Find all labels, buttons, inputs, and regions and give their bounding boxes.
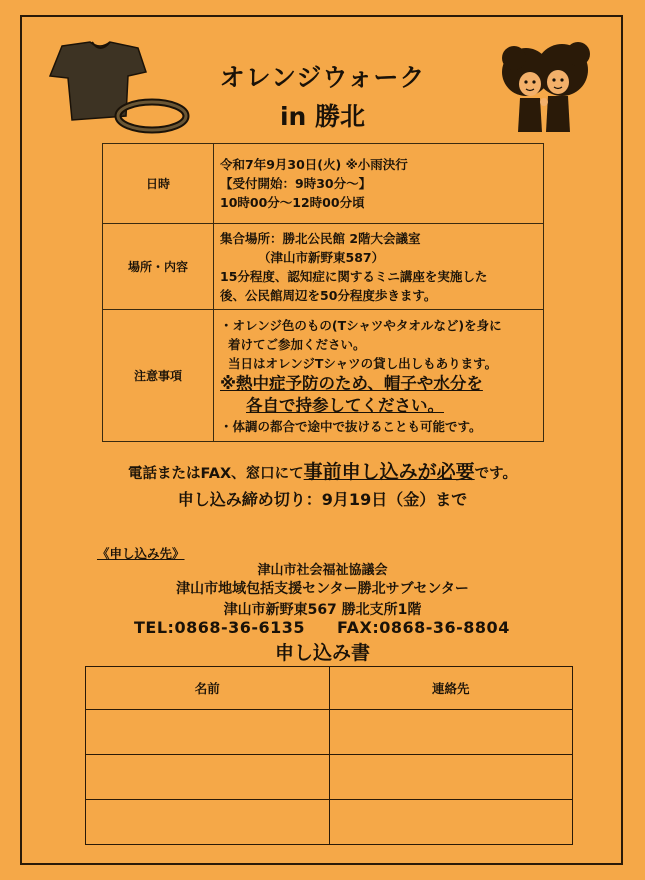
application-notice bbox=[0, 457, 645, 484]
date-line: 令和7年9月30日(火) ※小雨決行 bbox=[220, 157, 408, 172]
note-orange-item: ・オレンジ色のもの(Tシャツやタオルなど)を身に bbox=[220, 317, 502, 333]
form-title: 申し込み書 bbox=[274, 642, 370, 664]
note-leave-early: ・体調の都合で途中で抜けることも可能です。 bbox=[220, 418, 482, 434]
organization-1: 津山市社会福祉協議会 bbox=[257, 563, 388, 578]
contact-cell[interactable] bbox=[329, 755, 573, 800]
contact-cell[interactable] bbox=[329, 710, 573, 755]
event-info-table bbox=[102, 143, 544, 442]
application-form-table bbox=[85, 666, 573, 845]
organization-2: 津山市地域包括支援センター勝北サブセンター bbox=[176, 581, 469, 597]
form-row bbox=[86, 710, 573, 755]
place-value bbox=[214, 224, 544, 310]
notes-value bbox=[214, 310, 544, 442]
event-subtitle: in 勝北 bbox=[279, 102, 366, 131]
heatstroke-warning-line1: ※熱中症予防のため、帽子や水分を bbox=[220, 373, 483, 393]
note-orange-item-cont: 着けてご参加ください。 bbox=[228, 336, 366, 352]
form-row bbox=[86, 755, 573, 800]
place-label: 場所・内容 bbox=[103, 224, 214, 310]
apply-suffix: です。 bbox=[474, 466, 517, 482]
reception-line: 【受付開始：9時30分～】 bbox=[220, 176, 372, 191]
destination-label: 《申し込み先》 bbox=[97, 546, 185, 561]
note-tshirt-rental: 当日はオレンジTシャツの貸し出しもあります。 bbox=[228, 355, 498, 371]
name-cell[interactable] bbox=[86, 710, 330, 755]
name-cell[interactable] bbox=[86, 755, 330, 800]
date-label: 日時 bbox=[103, 144, 214, 224]
content-line1: 15分程度、認知症に関するミニ講座を実施した bbox=[220, 268, 488, 284]
contact-cell[interactable] bbox=[329, 800, 573, 845]
form-row bbox=[86, 800, 573, 845]
name-cell[interactable] bbox=[86, 800, 330, 845]
meeting-address: （津山市新野東587） bbox=[258, 249, 385, 265]
organization-address: 津山市新野東567 勝北支所1階 bbox=[223, 602, 422, 618]
heatstroke-warning-line2: 各自で持参してください。 bbox=[246, 395, 444, 415]
phone-number: TEL:0868-36-6135 bbox=[134, 618, 306, 637]
meeting-place: 集合場所：勝北公民館 2階大会議室 bbox=[220, 230, 421, 246]
notes-label: 注意事項 bbox=[103, 310, 214, 442]
form-header-name: 名前 bbox=[86, 667, 330, 710]
event-title: オレンジウォーク bbox=[219, 63, 426, 92]
application-deadline: 申し込み締め切り：9月19日（金）まで bbox=[177, 490, 468, 509]
time-line: 10時00分～12時00分頃 bbox=[220, 195, 365, 210]
form-header-contact: 連絡先 bbox=[329, 667, 573, 710]
apply-prefix: 電話またはFAX、窓口にて bbox=[127, 466, 304, 482]
apply-emphasis: 事前申し込みが必要 bbox=[303, 461, 475, 483]
fax-number: FAX:0868-36-8804 bbox=[337, 618, 510, 637]
content-line2: 後、公民館周辺を50分程度歩きます。 bbox=[220, 287, 437, 303]
date-value bbox=[214, 144, 544, 224]
